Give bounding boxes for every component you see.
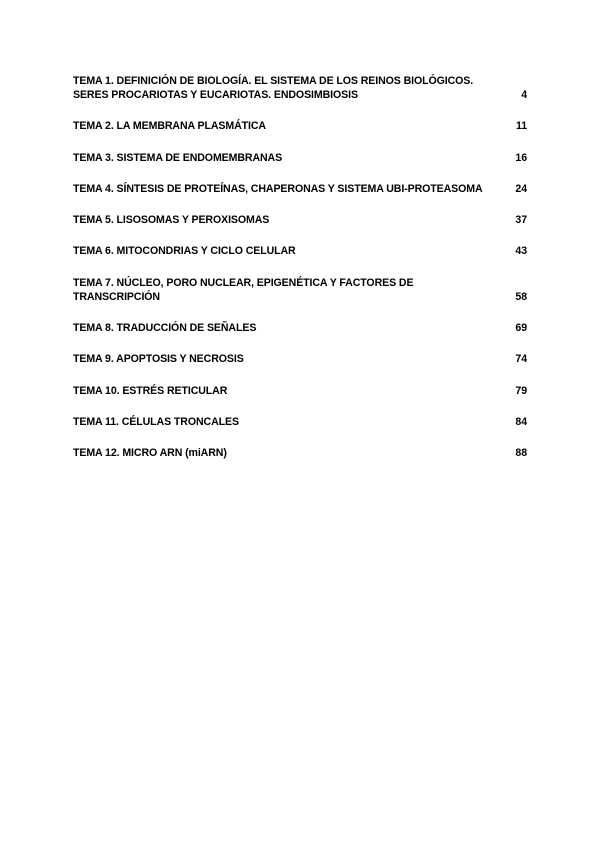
toc-entry-title: TEMA 8. TRADUCCIÓN DE SEÑALES	[73, 322, 257, 335]
toc-entry-tema-4[interactable]	[73, 182, 527, 196]
toc-entry-page: 69	[515, 322, 527, 335]
toc-entry-title: TEMA 6. MITOCONDRIAS Y CICLO CELULAR	[73, 245, 296, 258]
toc-entry-tema-1[interactable]	[73, 74, 527, 102]
toc-entry-title: TEMA 2. LA MEMBRANA PLASMÁTICA	[73, 120, 266, 133]
toc-entry-tema-10[interactable]	[73, 384, 527, 398]
toc-entry-title: TEMA 4. SÍNTESIS DE PROTEÍNAS, CHAPERONAS Y SISTEMA UBI-PROTEASOMA	[73, 182, 483, 195]
toc-entry-title: TEMA 3. SISTEMA DE ENDOMEMBRANAS	[73, 151, 283, 164]
toc-entry-title: TEMA 10. ESTRÉS RETICULAR	[73, 384, 228, 397]
toc-entry-title: TEMA 7. NÚCLEO, PORO NUCLEAR, EPIGENÉTICA Y FACTORES DE TRANSCRIPCIÓN	[73, 276, 414, 303]
toc-entry-page: 88	[515, 447, 527, 460]
table-of-contents	[73, 74, 527, 478]
toc-entry-tema-7[interactable]	[73, 276, 527, 304]
toc-entry-page: 24	[515, 182, 527, 195]
toc-entry-page: 11	[516, 120, 527, 133]
toc-entry-page: 43	[515, 245, 527, 258]
toc-entry-page: 37	[515, 214, 527, 227]
toc-entry-page: 4	[521, 89, 527, 101]
toc-entry-tema-11[interactable]	[73, 415, 527, 429]
toc-entry-page: 58	[515, 290, 527, 303]
toc-entry-tema-9[interactable]	[73, 352, 527, 366]
toc-entry-title: TEMA 1. DEFINICIÓN DE BIOLOGÍA. EL SISTEMA DE LOS REINOS BIOLÓGICOS. SERES PROCARIOTAS Y EUCARIOTAS. ENDOSIMBIOSIS	[73, 75, 474, 101]
toc-entry-title: TEMA 9. APOPTOSIS Y NECROSIS	[73, 353, 244, 366]
toc-entry-page: 16	[515, 151, 527, 164]
toc-entry-tema-3[interactable]	[73, 151, 527, 165]
toc-entry-tema-6[interactable]	[73, 244, 527, 258]
toc-entry-page: 84	[515, 415, 527, 428]
toc-entry-tema-2[interactable]	[73, 119, 527, 133]
toc-entry-page: 74	[515, 353, 527, 366]
toc-entry-title: TEMA 5. LISOSOMAS Y PEROXISOMAS	[73, 214, 270, 227]
toc-entry-page: 79	[515, 384, 527, 397]
toc-entry-title: TEMA 11. CÉLULAS TRONCALES	[73, 415, 239, 428]
toc-entry-title: TEMA 12. MICRO ARN (miARN)	[73, 447, 227, 460]
toc-entry-tema-8[interactable]	[73, 321, 527, 335]
toc-entry-tema-5[interactable]	[73, 213, 527, 227]
toc-entry-tema-12[interactable]	[73, 446, 527, 460]
